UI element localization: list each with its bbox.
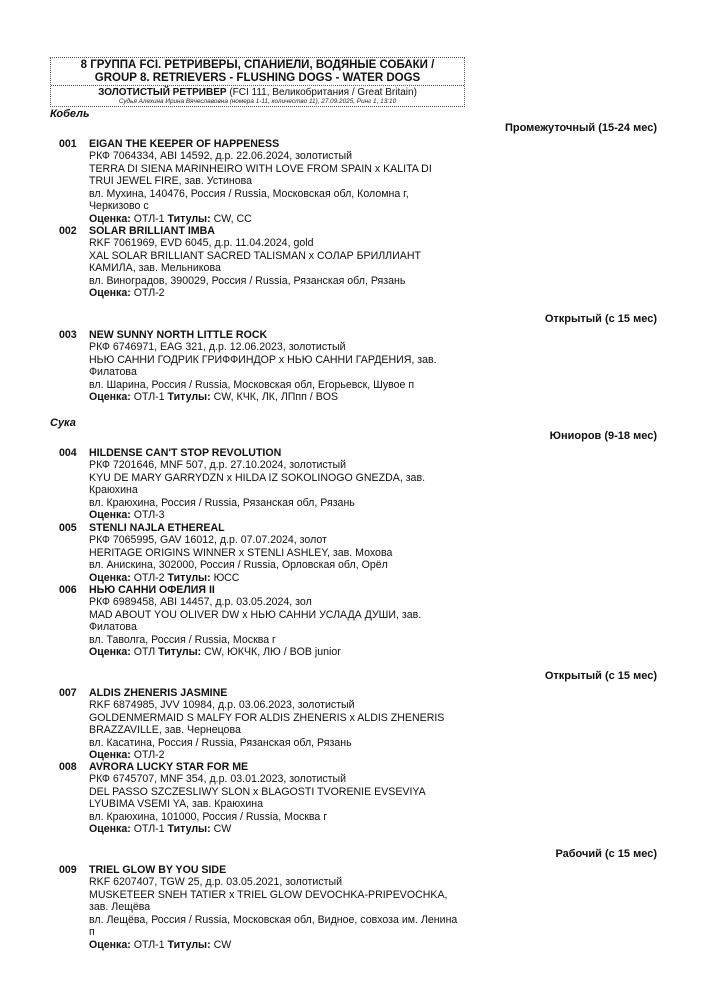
- class-heading: Юниоров (9-18 мес): [549, 430, 657, 442]
- result: [89, 287, 479, 299]
- breed-line: [51, 87, 464, 98]
- class-heading: Рабочий (с 15 мес): [555, 848, 657, 860]
- class-heading: Открытый (с 15 мес): [544, 670, 657, 682]
- titles-value: ЮСС: [213, 571, 240, 584]
- class-heading: Открытый (с 15 мес): [544, 313, 657, 325]
- parents-breeder: BRAZZAVILLE, зав. Чернецова: [89, 724, 241, 737]
- owner: вл. Шарина, Россия / Russia, Московская обл, Егорьевск, Шувое п: [89, 378, 415, 391]
- grade-value: ОТЛ-3: [133, 509, 165, 522]
- entry: [59, 138, 479, 225]
- grade-value: ОТЛ-1: [133, 391, 165, 404]
- registration: RKF 6207407, TGW 25, д.р. 03.05.2021, золотистый: [89, 876, 343, 889]
- owner: вл. Краюхина, Россия / Russia, Рязанская обл, Рязань: [89, 496, 355, 509]
- grade-value: ОТЛ-2: [133, 571, 165, 584]
- grade-label: Оценка:: [89, 287, 131, 300]
- parents: GOLDENMERMAID S MALFY FOR ALDIS ZHENERIS x ALDIS ZHENERIS: [89, 711, 445, 724]
- owner: вл. Лещёва, Россия / Russia, Московская обл, Видное, совхоза им. Ленина: [89, 913, 458, 926]
- registration: РКФ 6746971, EAG 321, д.р. 12.06.2023, золотистый: [89, 341, 346, 354]
- titles-value: CW: [213, 823, 232, 836]
- result: [89, 213, 479, 225]
- grade-label: Оценка:: [89, 571, 131, 584]
- dog-name: ALDIS ZHENERIS JASMINE: [89, 687, 228, 699]
- parents: НЬЮ САННИ ГОДРИК ГРИФФИНДОР x НЬЮ САННИ ГАРДЕНИЯ, зав.: [89, 353, 437, 366]
- group-header-box: [50, 57, 465, 107]
- titles-label: Титулы:: [167, 391, 211, 404]
- entry: [59, 761, 479, 836]
- parents: KYU DE MARY GARRYDZN x HILDA IZ SOKOLINOGO GNEZDA, зав.: [89, 471, 426, 484]
- judge-line: Судья Алехина Ирина Вячеславовна (номера 1-11, количество 11), 27.09.2025, Ринг 1, 13:10: [118, 98, 397, 105]
- dog-name: HILDENSE CAN'T STOP REVOLUTION: [89, 447, 282, 459]
- parents: DEL PASSO SZCZESLIWY SLON x BLAGOSTI TVORENIE EVSEVIYA: [89, 785, 426, 798]
- titles-label: Титулы:: [167, 212, 211, 225]
- registration: РКФ 6745707, MNF 354, д.р. 03.01.2023, золотистый: [89, 773, 347, 786]
- grade-label: Оценка:: [89, 823, 131, 836]
- entry-number: 001: [59, 138, 77, 150]
- result: [89, 509, 479, 521]
- registration: РКФ 7065995, GAV 16012, д.р. 07.07.2024, золот: [89, 534, 327, 547]
- grade-label: Оценка:: [89, 646, 131, 659]
- parents-breeder: Краюхина: [89, 484, 138, 497]
- owner-cont: п: [89, 926, 95, 939]
- entry: [59, 447, 479, 522]
- breed-info: (FCI 111, Великобритания / Great Britain): [226, 87, 417, 98]
- parents: TERRA DI SIENA MARINHEIRO WITH LOVE FROM SPAIN x KALITA DI: [89, 162, 432, 175]
- entry-number: 002: [59, 225, 77, 237]
- titles-value: CW, CC: [213, 212, 252, 225]
- group-title: [51, 58, 464, 86]
- sex-heading-female: Сука: [50, 417, 76, 429]
- registration: RKF 7061969, EVD 6045, д.р. 11.04.2024, gold: [89, 237, 314, 250]
- registration: РКФ 6989458, ABI 14457, д.р. 03.05.2024, зол: [89, 596, 312, 609]
- entry-number: 007: [59, 687, 77, 699]
- breed-name: ЗОЛОТИСТЫЙ РЕТРИВЕР: [98, 87, 227, 98]
- entry-number: 008: [59, 761, 77, 773]
- owner: вл. Виноградов, 390029, Россия / Russia, Рязанская обл, Рязань: [89, 274, 406, 287]
- result: [89, 939, 479, 951]
- dog-name: EIGAN THE KEEPER OF HAPPENESS: [89, 138, 280, 150]
- titles-label: Титулы:: [167, 938, 211, 951]
- owner: вл. Анискина, 302000, Россия / Russia, Орловская обл, Орёл: [89, 559, 388, 572]
- grade-value: ОТЛ-1: [133, 823, 165, 836]
- registration: РКФ 7201646, MNF 507, д.р. 27.10.2024, золотистый: [89, 459, 347, 472]
- titles-value: CW, ЮКЧК, ЛЮ / BOB junior: [204, 646, 341, 659]
- parents-breeder: HERITAGE ORIGINS WINNER x STENLI ASHLEY, зав. Мохова: [89, 546, 393, 559]
- entry-number: 009: [59, 864, 77, 876]
- grade-label: Оценка:: [89, 391, 131, 404]
- result: [89, 391, 479, 403]
- parents-breeder: зав. Лещёва: [89, 901, 151, 914]
- group-title-line-1: 8 ГРУППА FCI. РЕТРИВЕРЫ, СПАНИЕЛИ, ВОДЯНЫЕ СОБАКИ /: [80, 59, 435, 71]
- titles-label: Титулы:: [158, 646, 202, 659]
- sex-heading-male: Кобель: [50, 108, 90, 120]
- grade-value: ОТЛ-2: [133, 287, 165, 300]
- registration: RKF 6874985, JVV 10984, д.р. 03.06.2023, золотистый: [89, 699, 355, 712]
- grade-value: ОТЛ-2: [133, 749, 165, 762]
- titles-value: CW: [213, 938, 232, 951]
- result: [89, 749, 479, 761]
- parents-breeder: КАМИЛА, зав. Мельникова: [89, 262, 221, 275]
- result: [89, 646, 479, 658]
- parents: MUSKETEER SNEH TATIER x TRIEL GLOW DEVOCHKA-PRIPEVOCHKA,: [89, 888, 448, 901]
- grade-label: Оценка:: [89, 938, 131, 951]
- dog-name: НЬЮ САННИ ОФЕЛИЯ II: [89, 584, 215, 596]
- entry-number: 003: [59, 329, 77, 341]
- result: [89, 823, 479, 835]
- titles-label: Титулы:: [167, 823, 211, 836]
- owner: вл. Мухина, 140476, Россия / Russia, Московская обл, Коломна г,: [89, 187, 409, 200]
- parents-breeder: Филатова: [89, 621, 137, 634]
- grade-value: ОТЛ-1: [133, 212, 165, 225]
- dog-name: AVRORA LUCKY STAR FOR ME: [89, 761, 249, 773]
- entry-number: 004: [59, 447, 77, 459]
- entry: [59, 687, 479, 762]
- dog-name: STENLI NAJLA ETHEREAL: [89, 522, 225, 534]
- titles-value: CW, КЧК, ЛК, ЛПпп / BOS: [213, 391, 339, 404]
- entry: [59, 522, 479, 584]
- parents-breeder: Филатова: [89, 366, 137, 379]
- group-title-line-2: GROUP 8. RETRIEVERS - FLUSHING DOGS - WATER DOGS: [94, 72, 421, 84]
- owner: вл. Краюхина, 101000, Россия / Russia, Москва г: [89, 810, 328, 823]
- grade-label: Оценка:: [89, 212, 131, 225]
- parents: MAD ABOUT YOU OLIVER DW x НЬЮ САННИ УСЛАДА ДУШИ, зав.: [89, 608, 422, 621]
- breed-header: [51, 86, 464, 106]
- entry: [59, 584, 479, 659]
- registration: РКФ 7064334, ABI 14592, д.р. 22.06.2024, золотистый: [89, 150, 352, 163]
- parents: XAL SOLAR BRILLIANT SACRED TALISMAN x СОЛАР БРИЛЛИАНТ: [89, 249, 421, 262]
- grade-value: ОТЛ-1: [133, 938, 165, 951]
- owner: вл. Касатина, Россия / Russia, Рязанская обл, Рязань: [89, 736, 352, 749]
- entry: [59, 329, 479, 404]
- entry-number: 006: [59, 584, 77, 596]
- entry: [59, 864, 479, 951]
- entry-number: 005: [59, 522, 77, 534]
- grade-label: Оценка:: [89, 749, 131, 762]
- grade-value: ОТЛ: [133, 646, 156, 659]
- grade-label: Оценка:: [89, 509, 131, 522]
- parents-breeder: LYUBIMA VSEMI YA, зав. Краюхина: [89, 798, 264, 811]
- parents-breeder: TRUI JEWEL FIRE, зав. Устинова: [89, 175, 253, 188]
- titles-label: Титулы:: [167, 571, 211, 584]
- entry: [59, 225, 479, 300]
- owner-cont: Черкизово с: [89, 200, 149, 213]
- dog-name: TRIEL GLOW BY YOU SIDE: [89, 864, 227, 876]
- result: [89, 572, 479, 584]
- dog-name: NEW SUNNY NORTH LITTLE ROCK: [89, 329, 268, 341]
- owner: вл. Таволга, Россия / Russia, Москва г: [89, 633, 276, 646]
- class-heading: Промежуточный (15-24 мес): [504, 122, 657, 134]
- dog-name: SOLAR BRILLIANT IMBA: [89, 225, 215, 237]
